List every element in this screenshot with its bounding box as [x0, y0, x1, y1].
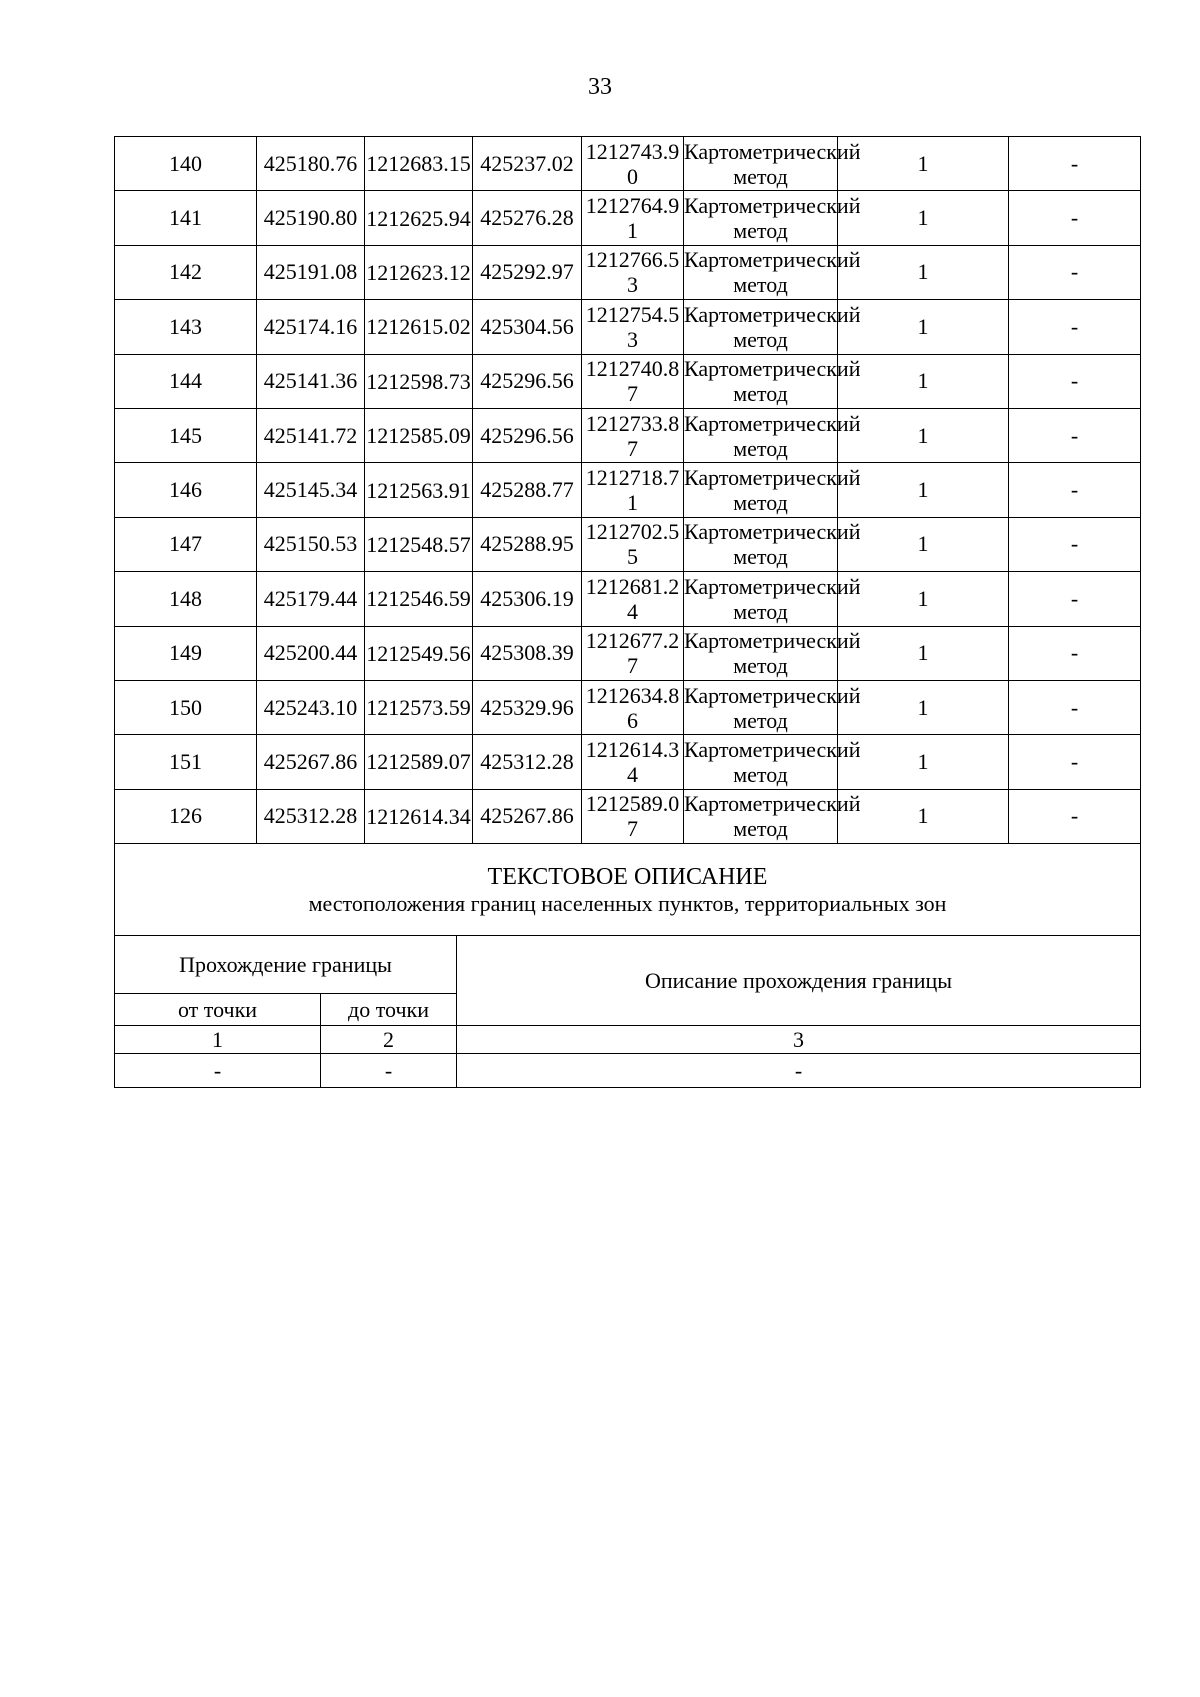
table-row [115, 680, 1141, 734]
point-cell: 151 [115, 735, 257, 789]
y1-cell: 1212585.09 [365, 408, 473, 462]
y2-cell: 1212740.87 [582, 354, 684, 408]
x1-cell: 425190.80 [257, 191, 365, 245]
y1-cell: 1212683.15 [365, 137, 473, 191]
accuracy-cell: 1 [838, 463, 1009, 517]
method-cell: Картометрический метод [684, 300, 838, 354]
table-row [115, 735, 1141, 789]
x2-cell: 425296.56 [473, 408, 582, 462]
x2-cell: 425288.95 [473, 517, 582, 571]
point-cell: 141 [115, 191, 257, 245]
y2-cell: 1212702.55 [582, 517, 684, 571]
accuracy-cell: 1 [838, 300, 1009, 354]
y2-cell: 1212733.87 [582, 408, 684, 462]
accuracy-cell: 1 [838, 680, 1009, 734]
y2-cell: 1212764.91 [582, 191, 684, 245]
note-cell: - [1009, 680, 1141, 734]
x2-cell: 425312.28 [473, 735, 582, 789]
y1-cell: 1212614.34 [365, 789, 473, 843]
note-cell: - [1009, 626, 1141, 680]
to-point-cell: - [321, 1054, 457, 1088]
note-cell: - [1009, 245, 1141, 299]
table-row [115, 137, 1141, 191]
y2-cell: 1212681.24 [582, 572, 684, 626]
border-desc-cell: - [457, 1054, 1141, 1088]
y1-cell: 1212573.59 [365, 680, 473, 734]
method-cell: Картометрический метод [684, 735, 838, 789]
accuracy-cell: 1 [838, 572, 1009, 626]
text-description-title: ТЕКСТОВОЕ ОПИСАНИЕ [487, 863, 768, 890]
y1-cell: 1212546.59 [365, 572, 473, 626]
column-number: 3 [457, 1026, 1141, 1054]
y2-cell: 1212677.27 [582, 626, 684, 680]
x1-cell: 425243.10 [257, 680, 365, 734]
y1-cell: 1212589.07 [365, 735, 473, 789]
y2-cell: 1212589.07 [582, 789, 684, 843]
point-cell: 147 [115, 517, 257, 571]
table-row [115, 300, 1141, 354]
x2-cell: 425329.96 [473, 680, 582, 734]
method-cell: Картометрический метод [684, 572, 838, 626]
x1-cell: 425179.44 [257, 572, 365, 626]
method-cell: Картометрический метод [684, 789, 838, 843]
x2-cell: 425276.28 [473, 191, 582, 245]
y1-cell: 1212548.57 [365, 517, 473, 571]
table-row [115, 245, 1141, 299]
accuracy-cell: 1 [838, 789, 1009, 843]
text-description-cell [115, 844, 1141, 936]
method-cell: Картометрический метод [684, 354, 838, 408]
y1-cell: 1212563.91 [365, 463, 473, 517]
border-data-row [115, 1054, 1141, 1088]
x2-cell: 425237.02 [473, 137, 582, 191]
point-cell: 144 [115, 354, 257, 408]
x1-cell: 425200.44 [257, 626, 365, 680]
border-description-table [114, 935, 1141, 1088]
from-point-cell: - [115, 1054, 321, 1088]
note-cell: - [1009, 572, 1141, 626]
y2-cell: 1212743.90 [582, 137, 684, 191]
y1-cell: 1212623.12 [365, 245, 473, 299]
x2-cell: 425288.77 [473, 463, 582, 517]
method-cell: Картометрический метод [684, 245, 838, 299]
accuracy-cell: 1 [838, 137, 1009, 191]
point-cell: 149 [115, 626, 257, 680]
method-cell: Картометрический метод [684, 463, 838, 517]
table-row [115, 517, 1141, 571]
table-row [115, 572, 1141, 626]
method-cell: Картометрический метод [684, 191, 838, 245]
border-desc-header: Описание прохождения границы [457, 936, 1141, 1026]
accuracy-cell: 1 [838, 626, 1009, 680]
note-cell: - [1009, 517, 1141, 571]
accuracy-cell: 1 [838, 735, 1009, 789]
x1-cell: 425191.08 [257, 245, 365, 299]
accuracy-cell: 1 [838, 191, 1009, 245]
y2-cell: 1212766.53 [582, 245, 684, 299]
point-cell: 140 [115, 137, 257, 191]
from-point-header: от точки [115, 994, 321, 1026]
y2-cell: 1212614.34 [582, 735, 684, 789]
to-point-header: до точки [321, 994, 457, 1026]
note-cell: - [1009, 735, 1141, 789]
x2-cell: 425296.56 [473, 354, 582, 408]
column-number: 2 [321, 1026, 457, 1054]
x2-cell: 425267.86 [473, 789, 582, 843]
y1-cell: 1212549.56 [365, 626, 473, 680]
border-header-row [115, 936, 1141, 994]
y2-cell: 1212754.53 [582, 300, 684, 354]
y2-cell: 1212718.71 [582, 463, 684, 517]
x1-cell: 425312.28 [257, 789, 365, 843]
note-cell: - [1009, 137, 1141, 191]
x1-cell: 425141.36 [257, 354, 365, 408]
x1-cell: 425145.34 [257, 463, 365, 517]
method-cell: Картометрический метод [684, 137, 838, 191]
y1-cell: 1212598.73 [365, 354, 473, 408]
point-cell: 146 [115, 463, 257, 517]
text-description-row [115, 844, 1141, 936]
method-cell: Картометрический метод [684, 517, 838, 571]
note-cell: - [1009, 408, 1141, 462]
coordinates-table [114, 136, 1141, 936]
accuracy-cell: 1 [838, 517, 1009, 571]
method-cell: Картометрический метод [684, 408, 838, 462]
table-row [115, 354, 1141, 408]
table-row [115, 191, 1141, 245]
x2-cell: 425308.39 [473, 626, 582, 680]
coordinates-table-body [115, 137, 1141, 844]
note-cell: - [1009, 789, 1141, 843]
point-cell: 142 [115, 245, 257, 299]
x1-cell: 425180.76 [257, 137, 365, 191]
y1-cell: 1212615.02 [365, 300, 473, 354]
note-cell: - [1009, 463, 1141, 517]
accuracy-cell: 1 [838, 354, 1009, 408]
accuracy-cell: 1 [838, 245, 1009, 299]
point-cell: 150 [115, 680, 257, 734]
y1-cell: 1212625.94 [365, 191, 473, 245]
table-row [115, 789, 1141, 843]
x1-cell: 425174.16 [257, 300, 365, 354]
x1-cell: 425267.86 [257, 735, 365, 789]
text-description-subtitle: местоположения границ населенных пунктов, территориальных зон [308, 890, 947, 916]
table-row [115, 626, 1141, 680]
method-cell: Картометрический метод [684, 680, 838, 734]
x2-cell: 425306.19 [473, 572, 582, 626]
x1-cell: 425141.72 [257, 408, 365, 462]
column-number-row [115, 1026, 1141, 1054]
accuracy-cell: 1 [838, 408, 1009, 462]
page-number: 33 [588, 74, 612, 100]
point-cell: 126 [115, 789, 257, 843]
method-cell: Картометрический метод [684, 626, 838, 680]
x2-cell: 425304.56 [473, 300, 582, 354]
point-cell: 145 [115, 408, 257, 462]
table-row [115, 463, 1141, 517]
x1-cell: 425150.53 [257, 517, 365, 571]
x2-cell: 425292.97 [473, 245, 582, 299]
column-number: 1 [115, 1026, 321, 1054]
note-cell: - [1009, 354, 1141, 408]
note-cell: - [1009, 300, 1141, 354]
note-cell: - [1009, 191, 1141, 245]
point-cell: 148 [115, 572, 257, 626]
y2-cell: 1212634.86 [582, 680, 684, 734]
point-cell: 143 [115, 300, 257, 354]
border-group-header: Прохождение границы [115, 936, 457, 994]
table-row [115, 408, 1141, 462]
